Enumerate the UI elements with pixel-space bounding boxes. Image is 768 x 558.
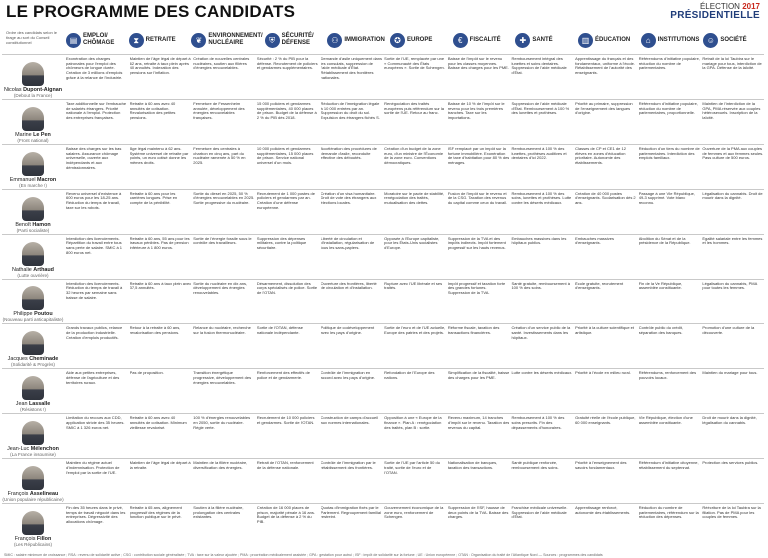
avatar xyxy=(22,152,44,176)
program-cell: Retrait de l'OTAN, renforcement de la défense nationale. xyxy=(256,461,314,470)
program-cell: Légalisation du cannabis, PMA pour toutes les femmes. xyxy=(702,281,758,291)
program-cell: Retraite à 60 ans avec 40 annuités de cotisation. Minimum vieillesse revalorisé. xyxy=(129,416,187,430)
program-cell: Création d'un visa humanitaire. Droit de vote des étrangers aux élections locales. xyxy=(320,191,377,206)
program-cell: Maintien de l'âge légal de départ à la retraite. xyxy=(129,461,191,470)
program-cell: Fin des 35 heures dans le privé, temps de travail négocié dans les entreprises. Dégressivité des allocations chômage. xyxy=(66,506,126,525)
candidate-info xyxy=(2,371,64,413)
program-cell: Apprentissage du français et des fondamentaux, uniforme à l'école. Rétablissement de l'autorité des enseignants. xyxy=(575,57,635,76)
election-logo: ÉLECTION 2017 PRÉSIDENTIELLE xyxy=(670,2,760,21)
program-cell: Référendum d'initiative citoyenne, rétablissement du septennat. xyxy=(638,461,699,470)
program-cell: Réforme fiscale, taxation des transactions financières. xyxy=(447,326,500,336)
program-cell: Demande d'asile uniquement dans les consulats, suppression de l'aide médicale d'État. Rétablissement des frontières nationales. xyxy=(320,57,383,80)
program-cell: Liberté de circulation et d'installation, régularisation de tous les sans-papiers. xyxy=(320,236,375,251)
candidate-info xyxy=(2,147,64,189)
program-cell: Promotion d'une culture de la découverte. xyxy=(702,326,755,336)
theme-header xyxy=(578,28,639,52)
candidate-last-name: Mélenchon xyxy=(30,446,59,453)
theme-header xyxy=(265,28,326,52)
program-cell: Désarmement, dissolution des corps spécialisés de police. Sortie de l'OTAN. xyxy=(256,281,318,295)
program-cell: Interdiction des licenciements. Réduction du temps de travail à 32 heures par semaine sans baisse de salaire. xyxy=(66,281,123,300)
candidate-last-name: Le Pen xyxy=(33,131,51,138)
program-cell: Priorité à la culture scientifique et artistique. xyxy=(575,326,634,336)
program-cell: Maintien de l'interdiction de la GPA, PMA réservée aux couples hétérosexuels. Inscription de la laïcité. xyxy=(702,101,761,121)
program-cell: Sortie de l'OTAN, défense nationale indépendante. xyxy=(256,326,303,336)
family-icon: ☺ xyxy=(703,33,718,48)
program-cell: Sortie de l'UE, remplacée par une « Communauté des États européens ». Sortie de Schengen. xyxy=(384,57,445,71)
program-cell: Exonération des charges patronales pour l'emploi des chômeurs de longue durée. Création de 3 millions d'emplois grâce à la relance de l'industrie. xyxy=(66,57,123,80)
program-cell: Contrôle de l'immigration en accord avec les pays d'origine. xyxy=(320,371,376,381)
program-cell: Recrutement de 10 000 policiers et gendarmes. Sortie de l'OTAN. xyxy=(256,416,315,425)
candidate-party: (Front national) xyxy=(17,137,49,143)
program-cell: Remboursement intégral des lunettes et soins dentaires. Suppression de l'aide médicale d'État. xyxy=(511,57,567,76)
program-cell: Santé gratuite, remboursement à 100 % des soins. xyxy=(511,281,570,291)
program-cell: Âge légal maintenu à 62 ans. Système universel de retraite par points, un euro cotisé donne les mêmes droits. xyxy=(129,146,189,165)
program-cell: Réduction de l'immigration légale à 10 000 entrées par an. Suppression du droit du sol. Expulsion des étrangers fichés S. xyxy=(320,101,380,121)
program-cell: Contrôle de l'immigration par le rétablissement des frontières. xyxy=(320,461,376,470)
program-cell: Refondation de l'Europe des nations. xyxy=(384,371,435,381)
candidate-party: (Union populaire républicaine) xyxy=(2,497,64,503)
program-cell: Création d'un budget de la zone euro, d'un ministre de l'Économie de la zone euro. Conventions démocratiques. xyxy=(384,146,444,165)
theme-label: IMMIGRATION xyxy=(344,36,385,43)
candidates-table xyxy=(2,54,764,548)
candidate-last-name: Poutou xyxy=(34,311,53,318)
program-cell: Simplification de la fiscalité, baisse des charges pour les PME. xyxy=(447,371,510,381)
candidate-info xyxy=(2,237,64,279)
candidate-party: (Debout la France) xyxy=(13,92,53,98)
program-cell: Baisse de 10 % de l'impôt sur le revenu pour les trois premières tranches. Taxe sur les importations. xyxy=(447,101,505,121)
candidate-last-name: Asselineau xyxy=(29,491,59,498)
program-cell: Remboursement à 100 % des lunettes, prothèses auditives et dentaires d'ici 2022. xyxy=(511,146,567,161)
candidate-row xyxy=(2,99,764,144)
avatar xyxy=(22,331,44,355)
avatar xyxy=(22,421,44,445)
program-cell: Priorité à l'école en milieu rural. xyxy=(575,371,631,376)
candidate-row xyxy=(2,144,764,189)
leaf-icon: ❦ xyxy=(191,33,206,48)
program-cell: Ouverture de la PMA aux couples de femmes et aux femmes seules. Pass culture de 500 euros. xyxy=(702,146,764,161)
program-cell: Politique de codéveloppement avec les pays d'origine. xyxy=(320,326,375,336)
candidate-first-name: Benoît xyxy=(15,221,31,228)
candidate-first-name: Philippe xyxy=(13,311,33,318)
theme-label: INSTITUTIONS xyxy=(657,36,700,43)
program-cell: Maintien de la filière nucléaire, diversification des énergies. xyxy=(193,461,248,470)
theme-label: SÉCURITÉ/ DÉFENSE xyxy=(281,33,314,46)
candidate-first-name: Nathalie xyxy=(12,266,32,273)
program-cell: Fermeture de Fessenheim annulée, développement des énergies renouvelables françaises. xyxy=(193,101,245,121)
program-cell: Revenu universel d'existence à 600 euros pour les 18-25 ans. Réduction du temps de travail, taxe sur les robots. xyxy=(66,191,122,210)
theme-label: FISCALITÉ xyxy=(469,36,501,43)
candidate-row xyxy=(2,413,764,458)
theme-label: ENVIRONNEMENT/ NUCLÉAIRE xyxy=(208,33,263,46)
program-cell: Nationalisation de banques, taxation des transactions. xyxy=(447,461,498,470)
program-cell: Remboursement à 100 % des soins, lunettes et prothèses. Lutte contre les déserts médicaux. xyxy=(511,191,572,206)
candidate-info xyxy=(2,192,64,234)
program-cell: Sortie du nucléaire en dix ans, développement des énergies renouvelables. xyxy=(193,281,248,295)
program-cell: Interdiction des licenciements. Répartition du travail entre tous sans perte de salaire. SMIC à 1 800 euros net. xyxy=(66,236,123,255)
euro-icon: € xyxy=(453,33,468,48)
candidate-row xyxy=(2,189,764,234)
candidate-row xyxy=(2,503,764,548)
program-cell: Gratuité réelle de l'école publique, 60 000 enseignants. xyxy=(575,416,636,425)
avatar xyxy=(22,62,44,86)
stars-icon: ✪ xyxy=(390,33,405,48)
candidate-info xyxy=(2,282,64,324)
page-title: LE PROGRAMME DES CANDIDATS xyxy=(6,2,296,21)
program-cell: Pas de proposition. xyxy=(129,371,164,376)
program-cell: Réduction d'un tiers du nombre de parlementaires. Interdiction des emplois familiaux. xyxy=(638,146,700,161)
shield-icon: ⛨ xyxy=(265,33,280,48)
candidate-first-name: Jean-Luc xyxy=(7,446,30,453)
program-cell: Maintien du mariage pour tous. xyxy=(702,371,758,376)
program-cell: Baisse des charges sur les bas salaires. Assurance chômage universelle, ouverte aux indépendants et aux démissionnaires. xyxy=(66,146,122,170)
theme-label: EMPLOI/ CHÔMAGE xyxy=(83,33,115,46)
program-cell: Retraite à 60 ans, 55 ans pour les travaux pénibles. Pas de pension inférieure à 1 800 euros. xyxy=(129,236,190,251)
theme-label: ÉDUCATION xyxy=(595,36,631,43)
candidate-last-name: Hamon xyxy=(32,221,51,228)
candidate-info xyxy=(2,102,64,144)
avatar xyxy=(22,286,44,310)
program-cell: Soutien à la filière nucléaire, prolongation des centrales existantes. xyxy=(193,506,244,520)
program-cell: Accélération des procédures de demande d'asile, reconduite effective des déboutés. xyxy=(320,146,377,161)
program-cell: Revenu maximum, 14 tranches d'impôt sur le revenu. Taxation des revenus du capital. xyxy=(447,416,510,430)
candidate-row xyxy=(2,234,764,279)
avatar xyxy=(22,466,44,490)
program-cell: Suppression de l'aide médicale d'État. Remboursement à 100 % des lunettes et prothèses. xyxy=(511,101,570,116)
candidate-row xyxy=(2,368,764,413)
program-cell: Sortie de l'euro et de l'UE actuelle, Europe des patries et des projets. xyxy=(384,326,446,336)
program-cell: Légalisation du cannabis. Droit de mourir dans la dignité. xyxy=(702,191,763,201)
program-cell: Rupture avec l'UE libérale et ses traités. xyxy=(384,281,443,291)
candidate-info xyxy=(2,57,64,99)
candidate-row xyxy=(2,54,764,99)
program-cell: Création de 40 000 postes d'enseignants. Scolarisation dès 2 ans. xyxy=(575,191,636,206)
program-cell: Quotas d'immigration fixés par le Parlement. Regroupement familial restreint. xyxy=(320,506,382,520)
candidate-last-name: Cheminade xyxy=(29,356,59,363)
theme-header xyxy=(191,28,262,52)
avatar xyxy=(22,197,44,221)
candidate-info xyxy=(2,506,64,548)
program-cell: Abolition du Sénat et de la présidence de la République. xyxy=(638,236,691,246)
candidate-last-name: Arthaud xyxy=(33,266,54,273)
program-cell: Réduction du nombre de parlementaires, référendum sur la réduction des dépenses. xyxy=(638,506,699,520)
program-cell: Gouvernement économique de la zone euro, renforcement de Schengen. xyxy=(384,506,444,520)
program-cell: Suppression de l'ISF, hausse de deux points de la TVA. Baisse des charges. xyxy=(447,506,509,520)
program-cell: Embauches massives dans les hôpitaux publics. xyxy=(511,236,567,246)
program-cell: Embauches massives d'enseignants. xyxy=(575,236,614,246)
briefcase-icon: ▤ xyxy=(66,33,81,48)
candidate-row xyxy=(2,323,764,368)
program-cell: ISF remplacé par un impôt sur la fortune immobilière. Exonération de taxe d'habitation pour 80 % des ménages. xyxy=(447,146,510,165)
candidate-info xyxy=(2,326,64,368)
program-cell: Référendums, renforcement des pouvoirs locaux. xyxy=(638,371,697,381)
program-cell: Impôt progressif et taxation forte des grandes fortunes. Suppression de la TVA. xyxy=(447,281,506,295)
program-cell: Lutte contre les déserts médicaux. xyxy=(511,371,573,376)
program-cell: Transition énergétique progressive, développement des énergies renouvelables. xyxy=(193,371,252,385)
avatar xyxy=(22,376,44,400)
program-cell: Sortie de l'UE par l'article 50 du traité, sortie de l'euro et de l'OTAN. xyxy=(384,461,440,475)
program-cell: Retraite à 60 ans avec 40 annuités de cotisation. Revalorisation des petites pensions. xyxy=(129,101,176,121)
program-cell: École gratuite, recrutement d'enseignants. xyxy=(575,281,624,291)
theme-label: SOCIÉTÉ xyxy=(720,36,747,43)
program-cell: Aide aux petites entreprises, défense de l'agriculture et des territoires ruraux. xyxy=(66,371,120,385)
candidate-last-name: Dupont-Aignan xyxy=(23,86,63,93)
program-cell: Création de nouvelles centrales nucléaires, soutien aux filières d'énergies renouvelables. xyxy=(193,57,250,71)
program-cell: Fusion de l'impôt sur le revenu et de la CSG. Taxation des revenus du capital comme ceux du travail. xyxy=(447,191,508,206)
program-cell: Retour à la retraite à 60 ans, revalorisation des pensions. xyxy=(129,326,181,336)
program-cell: Contrôle public du crédit, séparation des banques. xyxy=(638,326,683,336)
avatar xyxy=(22,107,44,131)
theme-header xyxy=(129,28,190,52)
candidate-party: (Solidarité & Progrès) xyxy=(11,362,55,368)
program-cell: Sécurité : 2 % du PIB pour la défense. Recrutement de policiers et gendarmes supplémentaires. xyxy=(256,57,318,71)
program-cell: Droit de mourir dans la dignité, légalisation du cannabis. xyxy=(702,416,757,425)
candidate-row xyxy=(2,458,764,503)
book-icon: ▥ xyxy=(578,33,593,48)
candidate-party: (Lutte ouvrière) xyxy=(17,272,49,278)
program-cell: Maintien de l'âge légal de départ à 62 ans, retraite à taux plein après 40 annuités. Indexation des pensions sur l'inflation. xyxy=(129,57,191,76)
candidate-party: (En marche !) xyxy=(19,182,47,188)
theme-header xyxy=(327,28,388,52)
program-cell: Baisse de l'impôt sur le revenu pour les classes moyennes. Baisse des charges pour les PME. xyxy=(447,57,509,71)
hourglass-icon: ⧗ xyxy=(129,33,144,48)
candidate-last-name: Lassalle xyxy=(28,401,51,408)
program-cell: Retraite à 60 ans pour les carrières longues. Prise en compte de la pénibilité. xyxy=(129,191,178,206)
theme-header-row xyxy=(66,28,764,52)
program-cell: 15 000 policiers et gendarmes supplémentaires, 40 000 places de prison. Budget de la défense à 2 % du PIB dès 2018. xyxy=(256,101,317,121)
program-cell: Retraite à 60 ans à taux plein avec 37,5 annuités. xyxy=(129,281,192,291)
candidate-first-name: François xyxy=(14,536,36,542)
program-cell: Retraite à 65 ans, alignement progressif des régimes de la fonction publique sur le privé. xyxy=(129,506,182,520)
program-cell: Maintien du régime actuel d'indemnisation. Protection de l'emploi par la sortie de l'UE. xyxy=(66,461,120,475)
program-cell: VIe République, élection d'une assemblée constituante. xyxy=(638,416,693,425)
candidate-info xyxy=(2,416,64,458)
candidate-first-name: Nicolas xyxy=(3,86,22,93)
program-cell: Référendums d'initiative populaire, réduction du nombre de parlementaires. xyxy=(638,57,700,71)
health-cross-icon: ✚ xyxy=(515,33,530,48)
theme-header xyxy=(66,28,127,52)
candidate-last-name: Macron xyxy=(37,176,57,183)
program-cell: Protection des services publics. xyxy=(702,461,759,466)
program-cell: Limitation du recours aux CDD, application stricte des 35 heures. SMIC à 1 326 euros net. xyxy=(66,416,125,430)
program-cell: Sortie de l'énergie fossile sous le contrôle des travailleurs. xyxy=(193,236,252,246)
theme-label: EUROPE xyxy=(407,36,433,43)
program-cell: Ouverture des frontières, liberté de circulation et d'installation. xyxy=(320,281,377,291)
program-cell: Renforcement des effectifs de police et de gendarmerie. xyxy=(256,371,310,381)
program-cell: Retrait de la loi Taubira sur le mariage pour tous, interdiction de la GPA. Défense de la laïcité. xyxy=(702,57,762,71)
program-cell: Grands travaux publics, relance de la production industrielle. Création d'emplois productifs. xyxy=(66,326,123,340)
program-cell: Renégociation des traités européens puis référendum sur la sortie de l'UE. Retour au franc. xyxy=(384,101,444,116)
program-cell: Fermeture des centrales à charbon en cinq ans, part du nucléaire ramenée à 50 % en 2025. xyxy=(193,146,246,165)
footnote: SMIC : salaire minimum de croissance ; RSA : revenu de solidarité active ; CSG : contribution sociale généralisée ; TVA : taxe sur la valeur ajoutée ; PMA : procréation médicalement assistée ; GPA : gestation pour autrui ; ISF : impôt de solidarité sur la fortune ; UE : Union européenne ; OTAN : Organisation du traité de l'Atlantique Nord — Sources : programmes des candidats xyxy=(4,553,603,557)
program-cell: 100 % d'énergies renouvelables en 2050, sortie du nucléaire. Règle verte. xyxy=(193,416,251,430)
program-cell: Recrutement de 1 000 postes de policiers et gendarmes par an. Création d'une défense européenne. xyxy=(256,191,315,210)
candidate-info xyxy=(2,461,64,503)
program-cell: Fin de la Ve République, assemblée constituante. xyxy=(638,281,683,291)
theme-header xyxy=(703,28,764,52)
candidate-row xyxy=(2,279,764,324)
program-cell: Passage à une VIe République, 49-3 supprimé. Vote blanc reconnu. xyxy=(638,191,695,206)
program-cell: Moratoire sur le pacte de stabilité, renégociation des traités, mutualisation des dettes. xyxy=(384,191,445,206)
program-cell: Apprentissage renforcé, autonomie des établissements. xyxy=(575,506,631,515)
program-cell: Classes de CP et CE1 de 12 élèves en zones d'éducation prioritaire. Autonomie des établissements. xyxy=(575,146,626,165)
theme-header xyxy=(453,28,514,52)
candidate-party: (Les Républicains) xyxy=(13,542,53,547)
theme-header xyxy=(515,28,576,52)
program-cell: Égalité salariale entre les femmes et les hommes. xyxy=(702,236,763,246)
candidate-first-name: François xyxy=(7,491,29,498)
program-cell: Remboursement à 100 % des soins prescrits. Fin des dépassements d'honoraires. xyxy=(511,416,565,430)
program-cell: Priorité à l'enseignement des savoirs fondamentaux. xyxy=(575,461,627,470)
program-cell: Création de 16 000 places de prison, majorité pénale à 16 ans. Budget de la défense à 2 % du PIB. xyxy=(256,506,315,525)
candidate-party: (La France insoumise) xyxy=(10,452,56,458)
candidate-party: (Résistons !) xyxy=(20,407,46,413)
program-cell: Franchise médicale universelle. Suppression de l'aide médicale d'État. xyxy=(511,506,568,520)
candidate-party: (Nouveau parti anticapitaliste) xyxy=(2,317,64,323)
program-cell: Suppression des dépenses militaires, contre la politique sécuritaire. xyxy=(256,236,307,251)
candidate-party: (Parti socialiste) xyxy=(16,227,50,233)
program-cell: Santé publique renforcée, remboursement des soins. xyxy=(511,461,559,470)
candidate-first-name: Emmanuel xyxy=(9,176,36,183)
program-cell: 10 000 policiers et gendarmes supplémentaires, 15 000 places de prison. Service national universel d'un mois. xyxy=(256,146,314,165)
program-cell: Priorité au primaire, suppression de l'enseignement des langues d'origine. xyxy=(575,101,633,116)
program-cell: Création d'un service public de la santé. Investissements dans les hôpitaux. xyxy=(511,326,571,340)
program-cell: Sortie du diesel en 2025, 50 % d'énergies renouvelables en 2025. Sortie progressive du nucléaire. xyxy=(193,191,255,206)
program-cell: Opposée à l'Europe capitaliste, pour les États-Unis socialistes d'Europe. xyxy=(384,236,440,251)
theme-header xyxy=(390,28,451,52)
program-cell: Relance du nucléaire, recherche sur la fusion thermonucléaire. xyxy=(193,326,251,336)
theme-label: SANTÉ xyxy=(532,36,553,43)
program-cell: Taxe additionnelle sur l'embauche de salariés étrangers. Priorité nationale à l'emploi. Protection des entreprises françaises. xyxy=(66,101,127,121)
candidate-first-name: Jacques xyxy=(7,356,28,363)
building-icon: ⌂ xyxy=(641,33,656,48)
avatar xyxy=(22,511,44,535)
candidate-first-name: Jean xyxy=(15,401,28,408)
program-cell: Construction de camps d'accueil aux normes internationales. xyxy=(320,416,378,425)
program-cell: Réécriture de la loi Taubira sur la filiation. Pas de PMA pour les couples de femmes. xyxy=(702,506,761,520)
theme-header xyxy=(641,28,702,52)
program-cell: Opposition à une « Europe de la finance ». Plan A : renégociation des traités, plan B : sortie. xyxy=(384,416,442,430)
candidate-last-name: Fillon xyxy=(36,536,52,542)
program-cell: Référendum d'initiative populaire, réduction du nombre de parlementaires, proportionnelle. xyxy=(638,101,698,116)
theme-label: RETRAITE xyxy=(145,36,176,43)
avatar xyxy=(22,242,44,266)
program-cell: Suppression de la TVA et des impôts indirects. Impôt fortement progressif sur les hauts revenus. xyxy=(447,236,506,251)
people-icon: ⚇ xyxy=(327,33,342,48)
candidate-first-name: Marine xyxy=(15,131,32,138)
page-subtitle: Ordre des candidats selon le tirage au sort du Conseil constitutionnel xyxy=(6,30,57,45)
